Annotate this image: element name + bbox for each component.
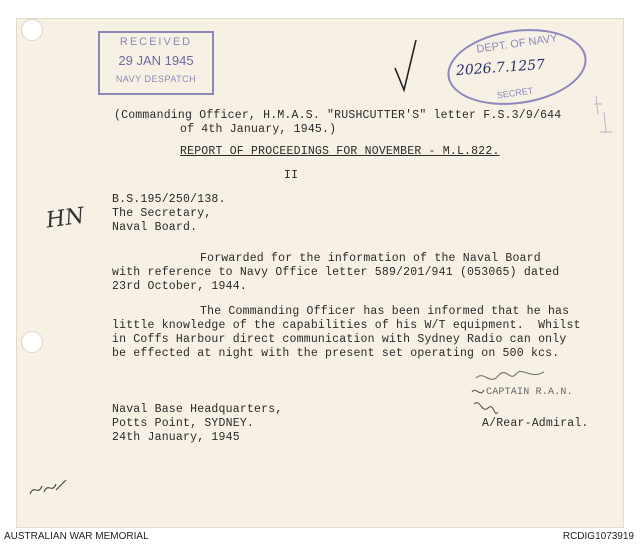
para2-line-4: be effected at night with the present set operating on 500 kcs.: [112, 347, 560, 360]
received-stamp: [98, 31, 214, 95]
section-number: II: [284, 169, 299, 182]
signature-title: A/Rear-Admiral.: [482, 417, 589, 430]
received-stamp-title: RECEIVED: [119, 36, 193, 48]
para2-line-3: in Coffs Harbour direct communication with Sydney Radio can only: [112, 333, 567, 346]
address-date: 24th January, 1945: [112, 431, 240, 444]
header-line-2: of 4th January, 1945.): [180, 123, 337, 136]
margin-pencil-mark: [590, 92, 616, 138]
address-line-1: Naval Base Headquarters,: [112, 403, 283, 416]
punch-hole: [21, 331, 43, 353]
navy-stamp-secret: SECRET: [496, 85, 534, 101]
pencil-scribble: [26, 476, 70, 502]
checkmark-icon: [392, 38, 420, 94]
margin-initials: HN: [44, 203, 86, 234]
navy-stamp-label: DEPT. OF NAVY: [475, 32, 559, 56]
para2-line-2: little knowledge of the capabilities of his W/T equipment. Whilst: [112, 319, 581, 332]
received-stamp-date: 29 JAN 1945: [118, 53, 194, 68]
para1-line-2: with reference to Navy Office letter 589/201/941 (053065) dated: [112, 266, 560, 279]
addressee-line-2: Naval Board.: [112, 221, 198, 234]
para1-line-1: Forwarded for the information of the Naval Board: [200, 252, 541, 265]
signature-rank: CAPTAIN R.A.N.: [486, 387, 573, 398]
punch-hole: [21, 19, 43, 41]
received-stamp-office: NAVY DESPATCH: [115, 74, 197, 84]
para1-line-3: 23rd October, 1944.: [112, 280, 247, 293]
footer-source: AUSTRALIAN WAR MEMORIAL: [4, 531, 149, 542]
footer-id: RCDIG1073919: [562, 531, 634, 542]
report-title: REPORT OF PROCEEDINGS FOR NOVEMBER - M.L.822.: [180, 145, 500, 158]
address-line-2: Potts Point, SYDNEY.: [112, 417, 255, 430]
header-line-1: (Commanding Officer, H.M.A.S. "RUSHCUTTER'S" letter F.S.3/9/644: [114, 109, 562, 122]
addressee-line-1: The Secretary,: [112, 207, 212, 220]
para2-line-1: The Commanding Officer has been informed that he has: [200, 305, 570, 318]
registry-number: 2026.7.1257: [455, 56, 546, 80]
reference-number: B.S.195/250/138.: [112, 193, 226, 206]
